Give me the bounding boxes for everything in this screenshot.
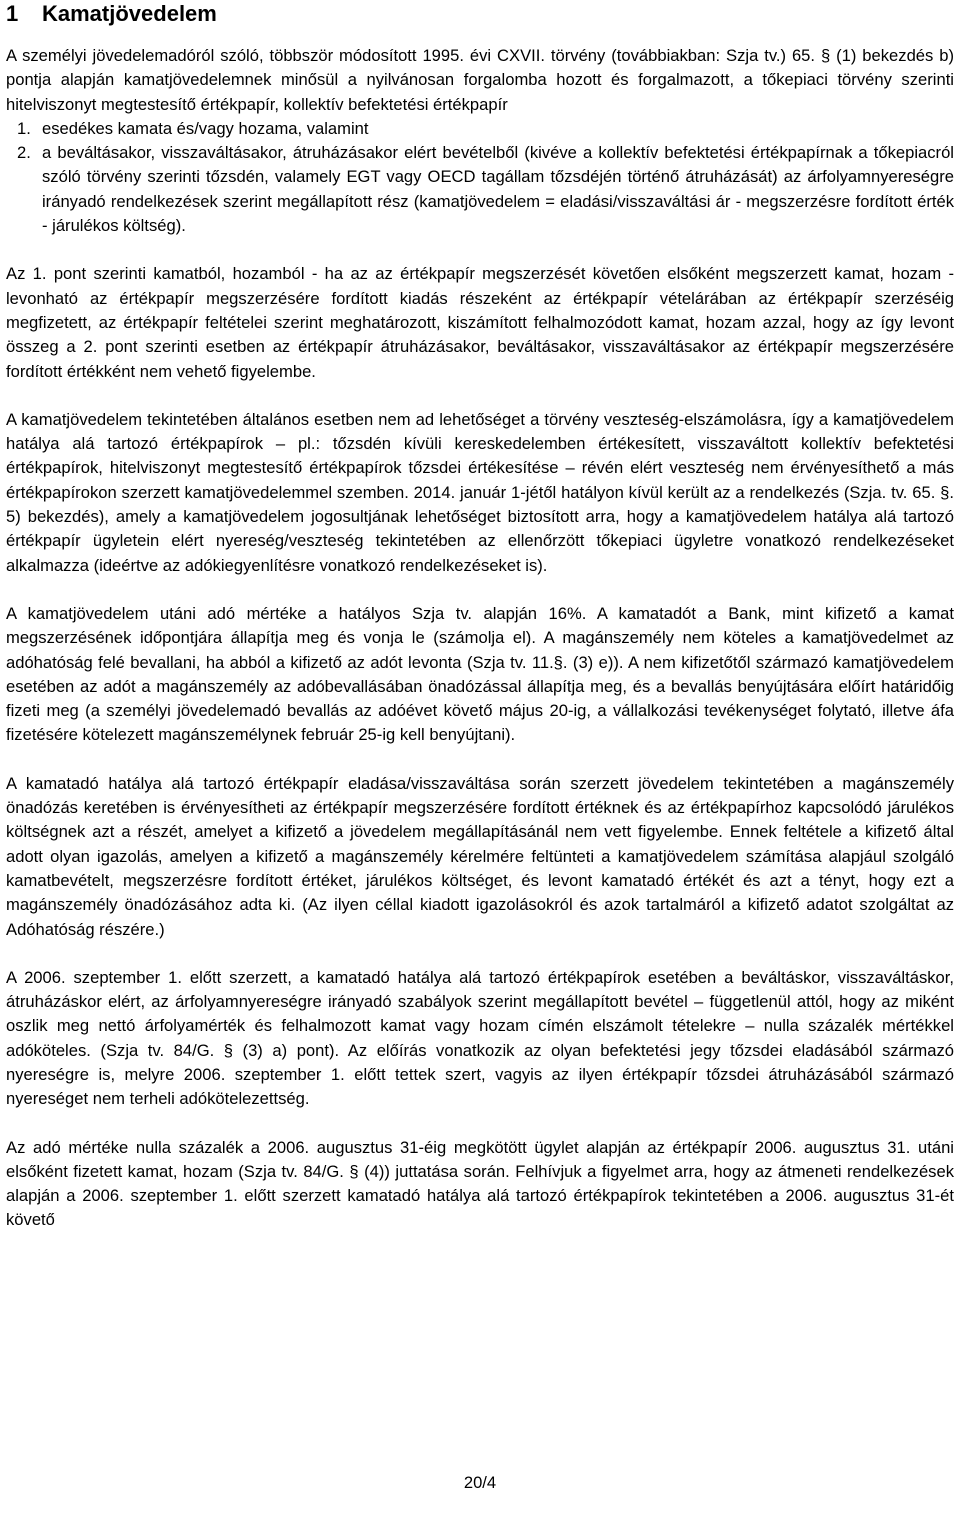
section-title: Kamatjövedelem <box>42 1 217 26</box>
body-paragraph: A 2006. szeptember 1. előtt szerzett, a kamatadó hatálya alá tartozó értékpapírok esetében a beváltáskor, visszaváltáskor, átruházáskor elért, az árfolyamnyereségre irányadó szabályok szerint megállapított bevétel – függetlenül attól, hogy az miként oszlik meg nettó árfolyamérték és felhalmozott kamat vagy hozam címén elszámolt tételekre – nulla százalék mértékkel adóköteles. (Szja tv. 84/G. § (3) a) pont). Az előírás vonatkozik az olyan befektetési jegy tőzsdei eladásából származó nyereségre is, melyre 2006. szeptember 1. előtt tettek szert, vagyis az ilyen értékpapír tőzsdei átruházásából származó nyereséget nem terheli adókötelezettség. <box>6 967 954 1109</box>
section-heading <box>6 0 954 27</box>
list-marker: 2. <box>17 143 31 163</box>
body-paragraph: A kamatadó hatálya alá tartozó értékpapír eladása/visszaváltása során szerzett jövedelem tekintetében a magánszemély önadózás keretében is érvényesítheti az értékpapír megszerzésére fordított értéknek és az értékpapírhoz kapcsolódó járulékos költségnek azt a részét, amelyet a kifizető a jövedelem megállapításánál nem vett figyelembe. Ennek feltétele a kifizető által adott olyan igazolás, amelyen a kifizető a magánszemély kérelmére feltünteti a kamatjövedelem számítása alapjául szolgáló kamatbevételt, megszerzésre fordított értéket, járulékos költséget, és levont kamatadó értékét és azt a tényt, hogy ezt a magánszemély önadózásához adta ki. (Az ilyen céllal kiadott igazolásokról és azok tartalmáról a kifizető adatot szolgáltat az Adóhatóság részére.) <box>6 773 954 939</box>
list-item <box>6 117 954 141</box>
numbered-list <box>6 117 954 238</box>
body-paragraph: A kamatjövedelem utáni adó mértéke a hatályos Szja tv. alapján 16%. A kamatadót a Bank, mint kifizető a kamat megszerzésének időpontjára állapítja meg és vonja le (számolja el). A magánszemély nem köteles a kamatjövedelmet az adóhatóság felé bevallani, ha abból a kifizető az adót levonta (Szja tv. 11.§. (3) e)). A nem kifizetőtől származó kamatjövedelem esetében az adót a magánszemély az adóbevallásában önadózással állapítja meg, és a bevallás benyújtására előírt határidőig fizeti meg (a személyi jövedelemadó bevallás az adóévet követő május 20-ig, a vállalkozási tevékenységet folytató, illetve áfa fizetésére kötelezett magánszemélynek február 25-ig kell benyújtani). <box>6 603 954 745</box>
body-paragraph: Az adó mértéke nulla százalék a 2006. augusztus 31-éig megkötött ügylet alapján az értékpapír 2006. augusztus 31. utáni elsőként fizetett kamat, hozam (Szja tv. 84/G. § (4)) juttatása során. Felhívjuk a figyelmet arra, hogy az átmeneti rendelkezések alapján a 2006. szeptember 1. előtt szerzett kamatadó hatálya alá tartozó értékpapírok tekintetében a 2006. augusztus 31-ét követő <box>6 1137 954 1230</box>
section-number: 1 <box>6 1 19 26</box>
intro-paragraph: A személyi jövedelemadóról szóló, többször módosított 1995. évi CXVII. törvény (továbbiakban: Szja tv.) 65. § (1) bekezdés b) pontja alapján kamatjövedelemnek minősül a nyilvánosan forgalomba hozott és forgalmazott, a tőkepiaci törvény szerinti hitelviszonyt megtestesítő értékpapír, kollektív befektetési értékpapír <box>6 46 954 114</box>
list-item-text: a beváltásakor, visszaváltásakor, átruházásakor elért bevételből (kivéve a kollektív befektetési értékpapírnak a tőkepiacról szóló törvény szerinti tőzsdén, valamely EGT vagy OECD tagállam tőzsdéjén történő átruházását) az árfolyamnyereségre irányadó rendelkezések szerint megállapított rész (kamatjövedelem = eladási/visszaváltási ár - megszerzésre fordított érték - járulékos költség). <box>42 143 954 236</box>
list-marker: 1. <box>17 118 31 138</box>
body-paragraph: A kamatjövedelem tekintetében általános esetben nem ad lehetőséget a törvény veszteség-elszámolásra, így a kamatjövedelem hatálya alá tartozó értékpapírok – pl.: tőzsdén kívüli kereskedelemben értékesített, visszaváltott kollektív befektetési értékpapírok, hitelviszonyt megtestesítő értékpapírok tőzsdei értékesítése – révén elért veszteség nem érvényesíthető a más értékpapírokon szerzett kamatjövedelemmel szemben. 2014. január 1-jétől hatályon kívül került az a rendelkezés (Szja. tv. 65. §. 5) bekezdés), amely a kamatjövedelem jogosultjának lehetőséget biztosított arra, hogy a kamatjövedelem hatálya alá tartozó értékpapír ügyletein elért nyereség/veszteség tekintetében az ellenőrzött tőkepiaci ügyletre vonatkozó rendelkezéseket alkalmazza (ideértve az adókiegyenlítésre vonatkozó rendelkezéseket is). <box>6 409 954 575</box>
page-number: 20/4 <box>463 1473 497 1492</box>
list-item <box>6 141 954 238</box>
body-paragraph: Az 1. pont szerinti kamatból, hozamból - ha az az értékpapír megszerzését követően elsőként megszerzett kamat, hozam - levonható az értékpapír megszerzésére fordított kiadás részeként az értékpapír vételárában az értékpapír szerzéséig megfizetett, az értékpapír feltételei szerint meghatározott, kiszámított felhalmozódott kamat, hozam azzal, hogy az így levont összeg a 2. pont szerinti esetben az értékpapír átruházásakor, beváltásakor, visszaváltásakor az értékpapír megszerzésére fordított értékként nem vehető figyelembe. <box>6 264 954 381</box>
list-item-text: esedékes kamata és/vagy hozama, valamint <box>42 118 369 138</box>
document-page <box>6 0 954 1233</box>
